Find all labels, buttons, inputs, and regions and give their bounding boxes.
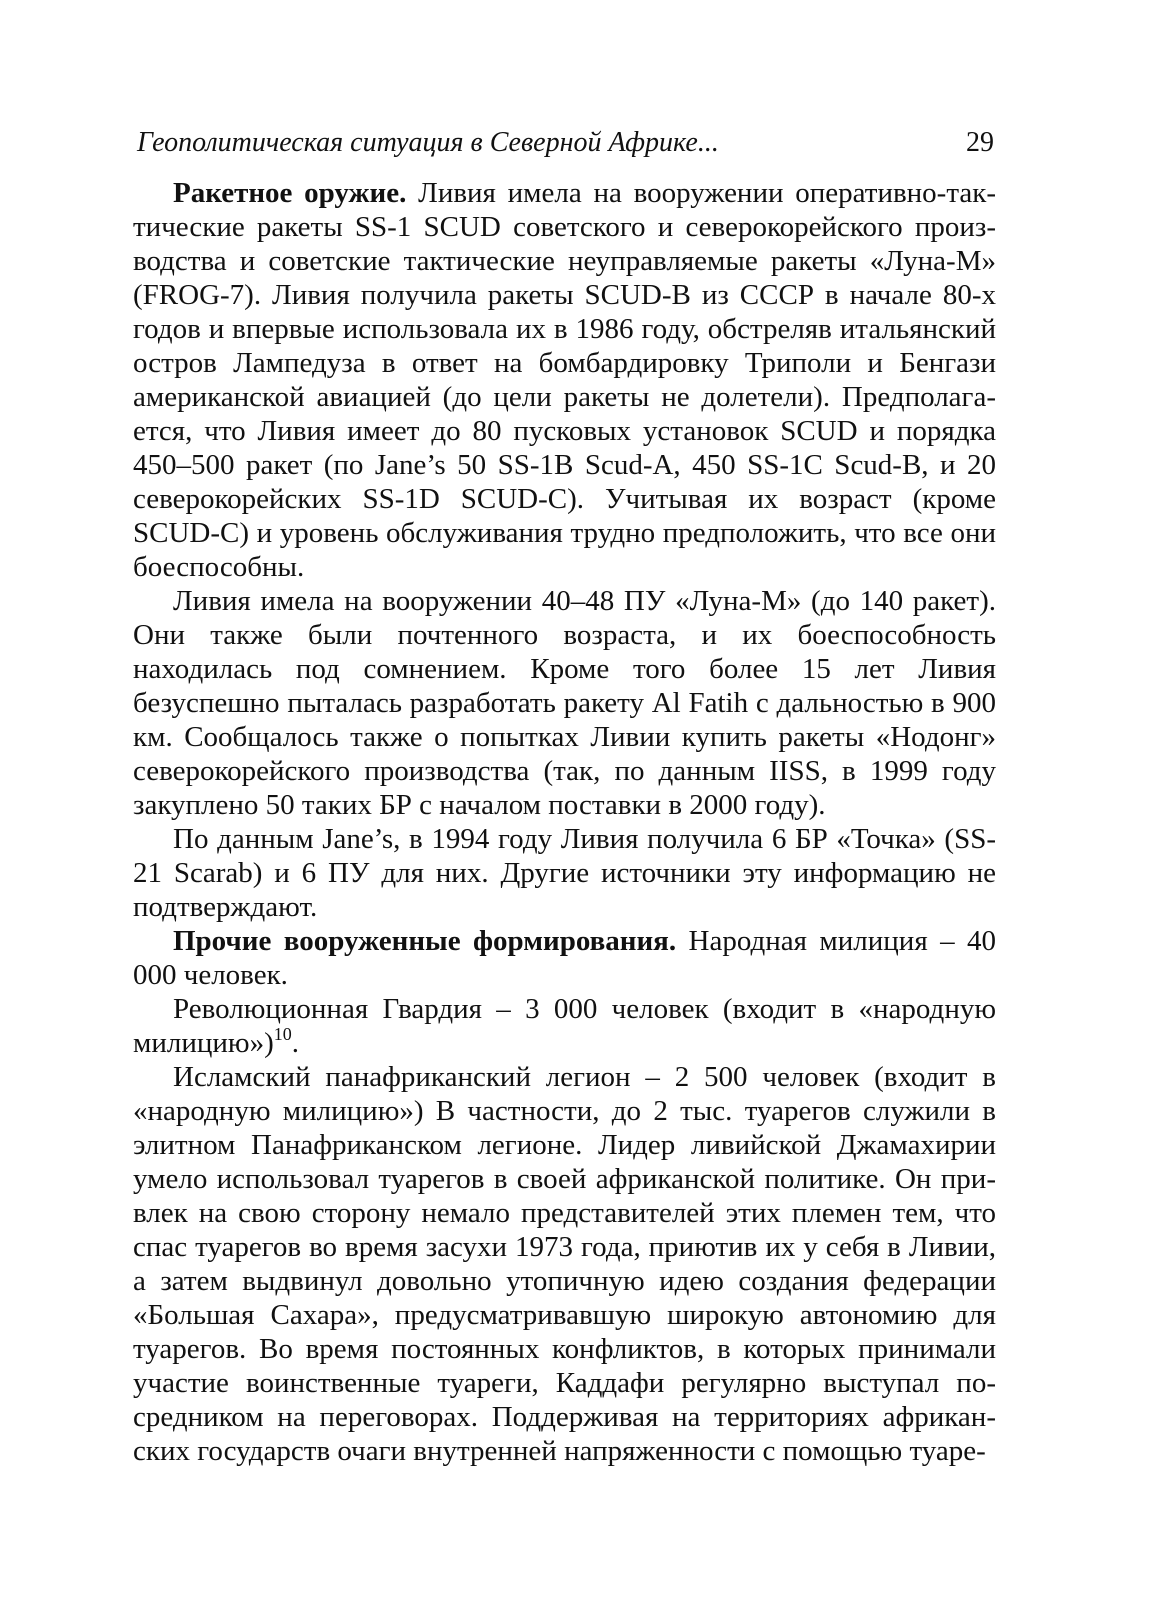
paragraph-missile-weapons: [133, 176, 996, 584]
section-heading-other-formations: Прочие вооруженные формирования.: [173, 925, 677, 957]
paragraph-tochka: [133, 822, 996, 924]
paragraph-text: Исламский панафриканский легион – 2 500 человек (входит в «народную милицию») В частности, до 2 тыс. туарегов служили в элитном Панафриканском легионе. Лидер ливийской Джамахирии умело использовал туарегов в своей африканской политике. Он привлек на свою сторону немало представителей этих племен тем, что спас туарегов во время засухи 1973 года, приютив их у себя в Ливии, а затем выдвинул довольно утопичную идею создания федерации «Большая Сахара», предусматривавшую широкую автономию для туарегов. Во время постоянных конфликтов, в которых принимали участие воинственные туареги, Каддафи регулярно выступал посредником на переговорах. Поддерживая на территориях африканских государств очаги внутренней напряженности с помощью туаре-: [133, 1061, 996, 1467]
running-header: [133, 120, 996, 166]
running-title: Геополитическая ситуация в Северной Африке...: [137, 127, 719, 158]
section-heading-missile-weapons: Ракетное оружие.: [173, 177, 407, 209]
paragraph-text: Народная милиция – 40 000 человек.: [133, 925, 996, 991]
paragraph-text: Революционная Гвардия – 3 000 человек (входит в «народную милицию»): [133, 993, 996, 1059]
book-page: [133, 120, 996, 1468]
paragraph-revolutionary-guard: [133, 992, 996, 1060]
paragraph-luna-m: [133, 584, 996, 822]
page-number: 29: [966, 127, 994, 158]
paragraph-text-end: .: [291, 1027, 299, 1059]
paragraph-text: По данным Jane’s, в 1994 году Ливия получила 6 БР «Точка» (SS-21 Scarab) и 6 ПУ для них. Другие источники эту информацию не подтверждают.: [133, 823, 996, 923]
footnote-marker: 10: [273, 1024, 292, 1044]
paragraph-text: Ливия имела на вооружении оперативно-тактические ракеты SS-1 SCUD советского и северокорейского производства и советские тактические неуправляемые ракеты «Луна-М» (FROG-7). Ливия получила ракеты SCUD-B из СССР в начале 80-х годов и впервые использовала их в 1986 году, обстреляв итальянский остров Лампедуза в ответ на бомбардировку Триполи и Бенгази американской авиацией (до цели ракеты не долетели). Предполагается, что Ливия имеет до 80 пусковых установок SCUD и порядка 450–500 ракет (по Jane’s 50 SS-1B Scud-A, 450 SS-1C Scud-B, и 20 северокорейских SS-1D SCUD-C). Учитывая их возраст (кроме SCUD-C) и уровень обслуживания трудно предположить, что все они боеспособны.: [133, 177, 996, 583]
body-text: [133, 176, 996, 1468]
paragraph-other-formations: [133, 924, 996, 992]
paragraph-text: Ливия имела на вооружении 40–48 ПУ «Луна-М» (до 140 ракет). Они также были почтенного возраста, и их боеспособность находилась под сомнением. Кроме того более 15 лет Ливия безуспешно пыталась разработать ракету Al Fatih с дальностью в 900 км. Сообщалось также о попытках Ливии купить ракеты «Нодонг» северокорейского производства (так, по данным IISS, в 1999 году закуплено 50 таких БР с началом поставки в 2000 году).: [133, 585, 996, 821]
paragraph-islamic-legion: [133, 1060, 996, 1468]
